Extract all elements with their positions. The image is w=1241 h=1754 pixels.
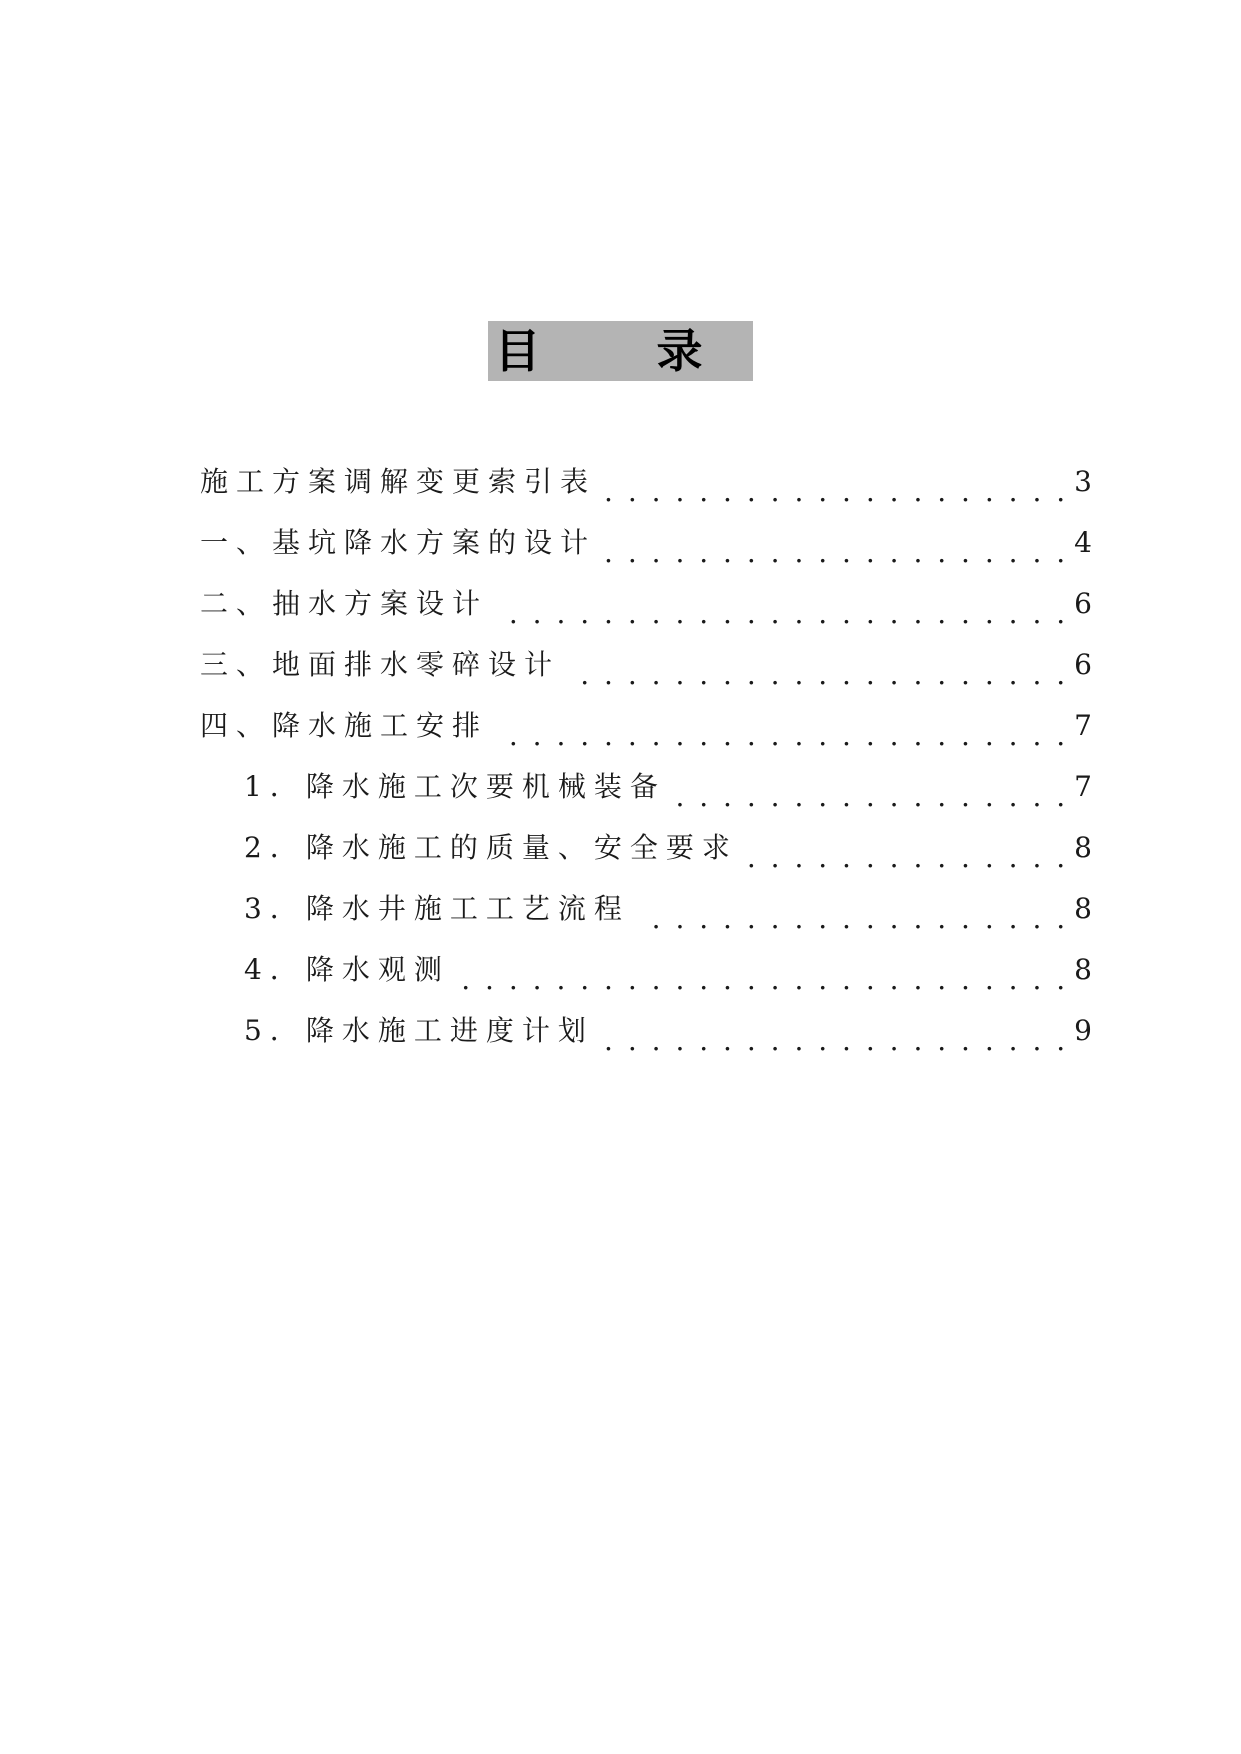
- toc-entry[interactable]: [200, 521, 1092, 582]
- toc-subentry[interactable]: [200, 1009, 1092, 1070]
- toc-entry-page: 6: [1074, 587, 1092, 620]
- toc-entry-page: 8: [1074, 892, 1092, 925]
- toc-entry-label: 四、降水施工安排: [200, 709, 489, 742]
- table-of-contents: [200, 460, 1092, 1070]
- toc-dot-leader: [602, 538, 1068, 566]
- toc-entry-label: 二、抽水方案设计: [200, 587, 489, 620]
- toc-entry-page: 8: [1074, 831, 1092, 864]
- toc-entry-label: 三、地面排水零碎设计: [200, 648, 561, 681]
- toc-entry-label: 3．降水井施工工艺流程: [244, 892, 630, 925]
- toc-dot-leader: [456, 965, 1068, 993]
- toc-entry-page: 8: [1074, 953, 1092, 986]
- toc-entry-page: 7: [1074, 770, 1092, 803]
- toc-dot-leader: [672, 782, 1068, 810]
- toc-entry[interactable]: [200, 643, 1092, 704]
- toc-dot-leader: [600, 1026, 1068, 1054]
- toc-entry-page: 4: [1074, 526, 1092, 559]
- toc-dot-leader: [494, 721, 1068, 749]
- toc-subentry[interactable]: [200, 948, 1092, 1009]
- toc-dot-leader: [494, 599, 1068, 627]
- toc-entry[interactable]: [200, 704, 1092, 765]
- toc-dot-leader: [566, 660, 1068, 688]
- toc-entry-label: 5．降水施工进度计划: [244, 1014, 594, 1047]
- toc-entry-label: 1．降水施工次要机械装备: [244, 770, 666, 803]
- toc-dot-leader: [602, 477, 1068, 505]
- toc-entry-label: 一、基坑降水方案的设计: [200, 526, 597, 559]
- toc-subentry[interactable]: [200, 765, 1092, 826]
- toc-subentry[interactable]: [200, 887, 1092, 948]
- toc-dot-leader: [744, 843, 1068, 871]
- toc-subentry[interactable]: [200, 826, 1092, 887]
- toc-entry-page: 9: [1074, 1014, 1092, 1047]
- toc-entry-label: 施工方案调解变更索引表: [200, 465, 597, 498]
- toc-dot-leader: [636, 904, 1068, 932]
- title-wrap: [0, 321, 1241, 381]
- toc-entry[interactable]: [200, 460, 1092, 521]
- toc-entry-label: 4．降水观测: [244, 953, 450, 986]
- toc-entry-label: 2．降水施工的质量、安全要求: [244, 831, 738, 864]
- toc-entry-page: 3: [1074, 465, 1092, 498]
- page-title: 目 录: [488, 321, 752, 381]
- toc-entry-page: 7: [1074, 709, 1092, 742]
- toc-entry-page: 6: [1074, 648, 1092, 681]
- toc-entry[interactable]: [200, 582, 1092, 643]
